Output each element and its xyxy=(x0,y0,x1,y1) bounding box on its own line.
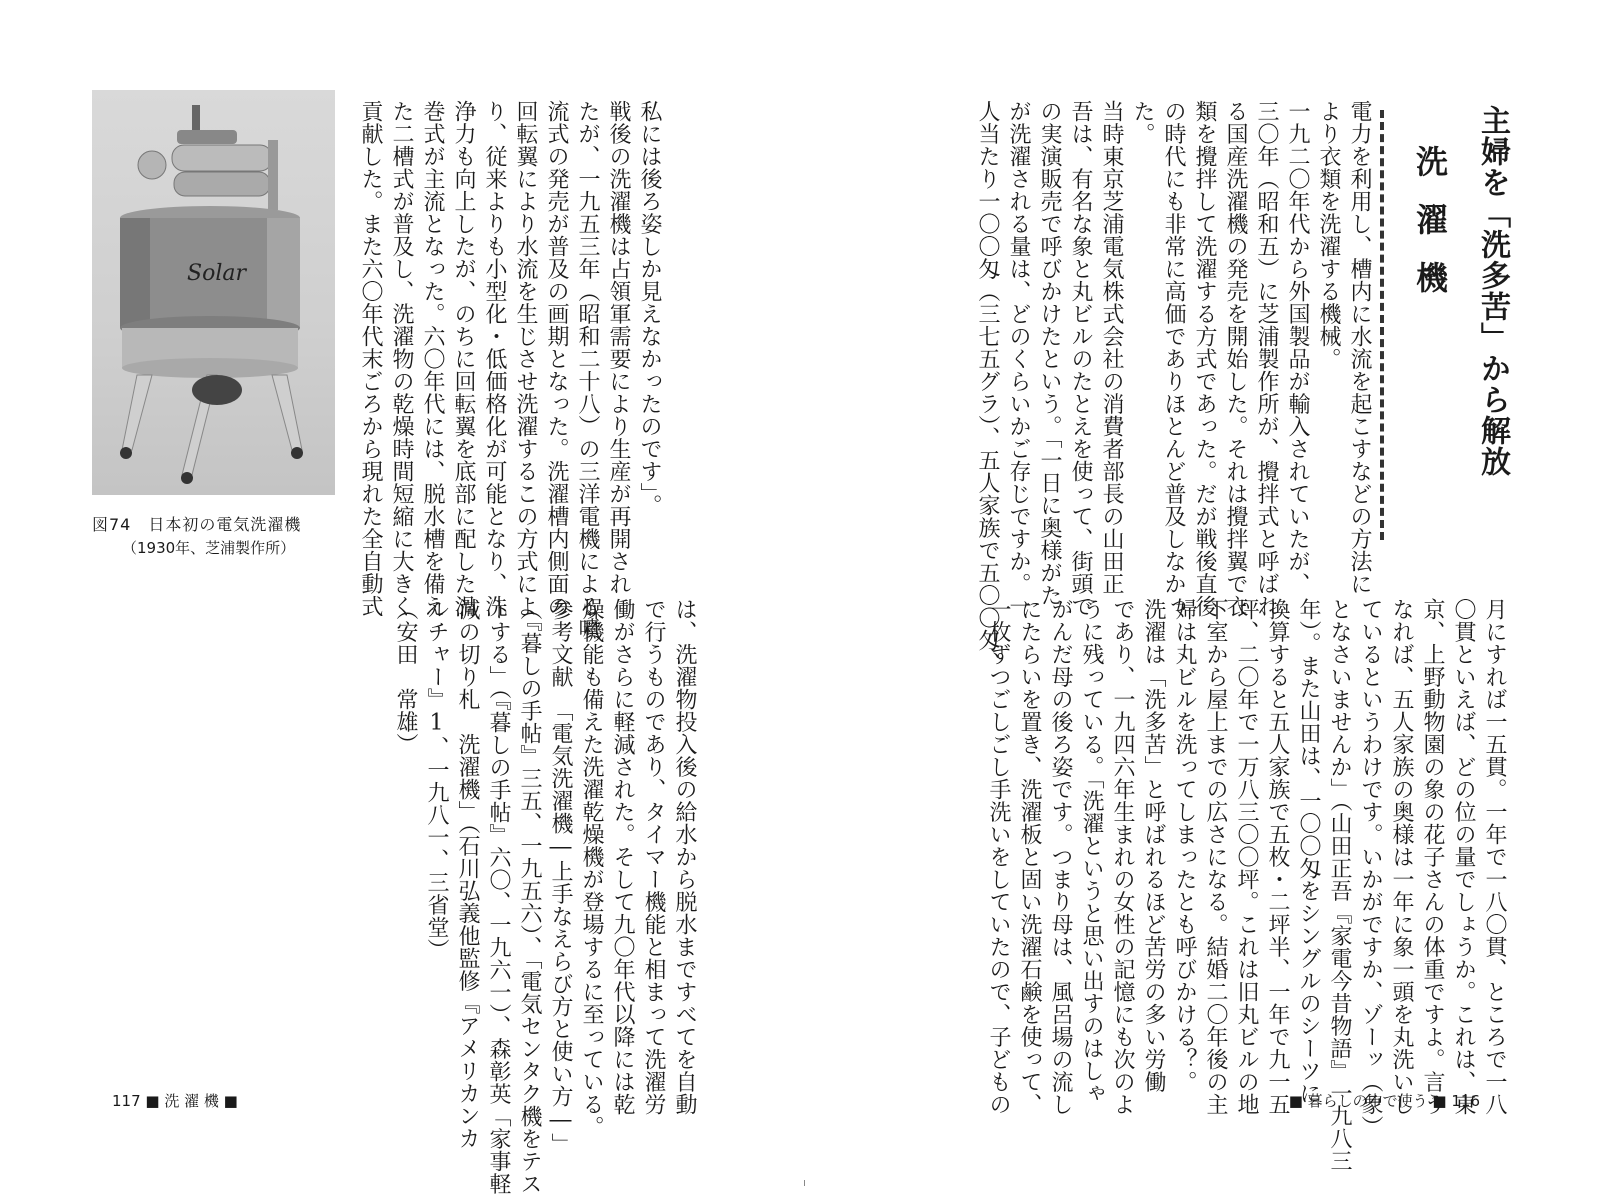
left-page-lower-text: は、洗濯物投入後の給水から脱水まですべてを自動 で行うものであり、タイマー機能と相まって洗濯労 働がさらに軽減された。そして九〇年代以降には乾 燥機能も備えた洗濯乾燥機が登場するに至っている。 参考文献 「電気洗濯機―上手なえらび方と使い方―」 （『暮しの手帖』三五、一九五六）、「電気センタク機をテス トする」（『暮しの手帖』六〇、一九六一）、森彰英「家事軽 減の切り札 洗濯機」（石川弘義他監修『アメリカンカ ルチャー』1、一九八一、三省堂） （安田 常雄） xyxy=(393,598,697,1195)
left-page-footer: 117 ■ 洗 濯 機 ■ xyxy=(112,1092,238,1110)
heading-divider xyxy=(1380,110,1384,540)
figure-caption: 図74 日本初の電気洗濯機 xyxy=(92,515,302,534)
article-heading: 主婦を「洗多苦」から解放 xyxy=(1475,105,1510,477)
photo-logo: Solar xyxy=(187,261,246,286)
left-page-upper-text: 私には後ろ姿しか見えなかったのです」。 戦後の洗濯機は占領軍需要により生産が再開され たが、一九五三年（昭和二十八）の三洋電機による噴 流式の発売が普及の画期となった。洗濯槽内側面の 回転翼により水流を生じさせ洗濯するこの方式によ り、従来よりも小型化・低価格化が可能となり、洗 浄力も向上したが、のちに回転翼を底部に配した渦 巻式が主流となった。六〇年代には、脱水槽を備え た二槽式が普及し、洗濯物の乾燥時間短縮に大きく 貢献した。また六〇年代末ごろから現れた全自動式 xyxy=(358,100,662,640)
right-page-footer: ■ 暮らしの中で使う ■ 116 xyxy=(1288,1092,1480,1110)
right-page-upper-text: 電力を利用し、槽内に水流を起こすなどの方法に より衣類を洗濯する機械。 一九二〇年代から外国製品が輸入されていたが、 三〇年（昭和五）に芝浦製作所が、攪拌式と呼ばれ る国産洗濯機の発売を開始した。それは攪拌翼で衣 類を攪拌して洗濯する方式であった。だが戦後直後 の時代にも非常に高価でありほとんど普及しなかっ た。 当時東京芝浦電気株式会社の消費者部長の山田正 吾は、有名な象と丸ビルのたとえを使って、街頭で の実演販売で呼びかけたという。「一日に奥様がた が洗濯される量は、どのくらいかご存じですか。一 人当たり一〇〇匁（三七五グラ）、五人家族で五〇〇匁、 xyxy=(975,100,1372,674)
washing-machine-photo xyxy=(92,90,335,495)
gutter-mark xyxy=(804,1180,805,1186)
right-page-lower-text: 月にすれば一五貫。一年で一八〇貫、ところで一八 〇貫といえば、どの位の量でしょうか。これは、東 京、上野動物園の象の花子さんの体重ですよ。言う なれば、五人家族の奥様は一年に象一頭を丸洗いし ているというわけです。いかがですか、ゾーッ（象） となさいませんか」（山田正吾『家電今昔物語』一九八三 年）。また山田は、一〇〇匁をシングルのシーツに 換算すると五人家族で五枚・二坪半、一年で九一五 坪、二〇年で一万八三〇〇坪。これは旧丸ビルの地 下室から屋上までの広さになる。結婚二〇年後の主 婦は丸ビルを洗ってしまったとも呼びかける？。 洗濯は「洗多苦」と呼ばれるほど苦労の多い労働 であり、一九四六年生まれの女性の記憶にも次のよ うに残っている。「洗濯というと思い出すのはしゃ がんだ母の後ろ姿です。つまり母は、風呂場の流し にたらいを置き、洗濯板と固い洗濯石鹸を使って、 一枚ずつごしごし手洗いをしていたので、子どもの xyxy=(986,598,1507,1172)
article-title: 洗濯機 xyxy=(1411,145,1449,319)
washing-machine-illustration xyxy=(92,90,335,495)
figure-caption-sub: （1930年、芝浦製作所） xyxy=(122,539,296,557)
